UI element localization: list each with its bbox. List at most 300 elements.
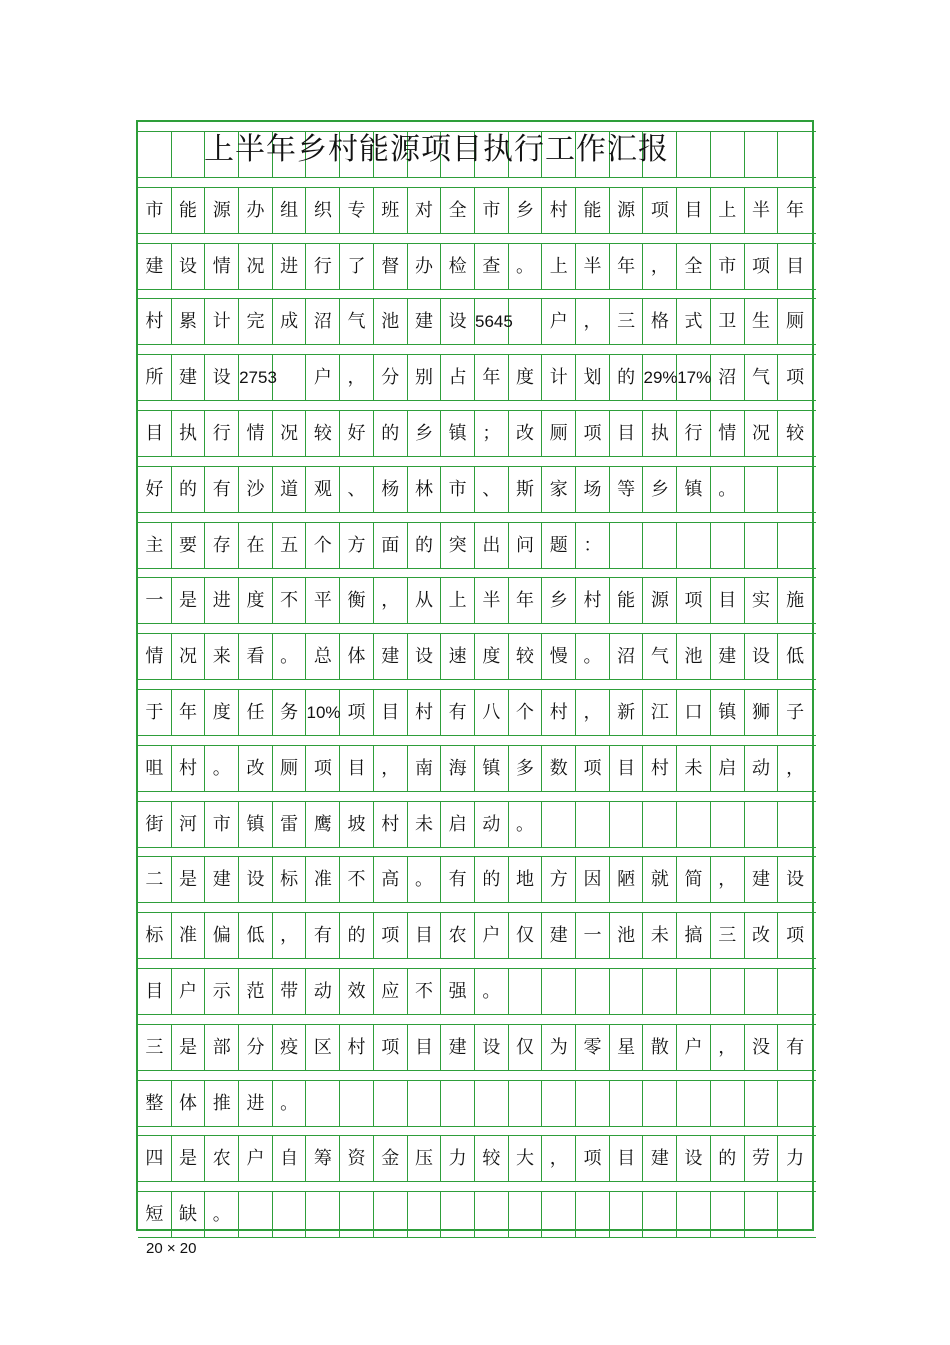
- grid-cell: ，: [711, 1025, 745, 1070]
- grid-cell: 是: [172, 857, 206, 902]
- row-spacer: [138, 959, 816, 969]
- grid-cell: 建: [542, 913, 576, 958]
- grid-cell: 体: [172, 1081, 206, 1126]
- grid-cell: 劳: [745, 1136, 779, 1181]
- grid-cell: 标: [138, 913, 172, 958]
- grid-cell: 在: [239, 523, 273, 568]
- grid-cell: 别: [408, 355, 442, 400]
- grid-cell: 农: [205, 1136, 239, 1181]
- grid-cell: 八: [475, 690, 509, 735]
- grid-cell: 为: [542, 1025, 576, 1070]
- grid-cell: 户: [239, 1136, 273, 1181]
- grid-cell: 的: [408, 523, 442, 568]
- grid-row: [138, 959, 816, 1015]
- row-spacer: [138, 1126, 816, 1136]
- grid-cell: 的: [340, 913, 374, 958]
- grid-cell: [509, 299, 543, 344]
- grid-cell: 林: [408, 467, 442, 512]
- row-spacer: [138, 736, 816, 746]
- document-title: 上半年乡村能源项目执行工作汇报: [204, 132, 669, 167]
- grid-cell: 整: [138, 1081, 172, 1126]
- grid-row: [138, 1182, 816, 1238]
- grid-cell: [778, 467, 812, 512]
- grid-row: [138, 178, 816, 234]
- grid-cell: 仅: [509, 913, 543, 958]
- row-spacer: [138, 792, 816, 802]
- grid-cell: 村: [576, 578, 610, 623]
- grid-cell: 慢: [542, 634, 576, 679]
- grid-cell: 题: [542, 523, 576, 568]
- grid-cell: 卫: [711, 299, 745, 344]
- grid-cell: [644, 802, 678, 847]
- cell-strip: [138, 802, 816, 848]
- grid-cell: [340, 1081, 374, 1126]
- grid-cell: 建: [711, 634, 745, 679]
- grid-cell: 况: [239, 244, 273, 289]
- grid-cell: 户: [307, 355, 341, 400]
- grid-cell: 启: [711, 746, 745, 791]
- grid-row: [138, 736, 816, 792]
- grid-cell: ，: [644, 244, 678, 289]
- grid-cell: [711, 1081, 745, 1126]
- grid-cell: 了: [340, 244, 374, 289]
- grid-cell: 不: [273, 578, 307, 623]
- grid-cell: [677, 1192, 711, 1237]
- grid-cell: [677, 523, 711, 568]
- grid-row: [138, 289, 816, 345]
- grid-cell: 户: [542, 299, 576, 344]
- grid-cell: [239, 1192, 273, 1237]
- grid-cell: [340, 1192, 374, 1237]
- grid-cell: 四: [138, 1136, 172, 1181]
- grid-cell: 气: [644, 634, 678, 679]
- grid-cell: 查: [475, 244, 509, 289]
- grid-cell: 村: [172, 746, 206, 791]
- grid-cell: [745, 132, 779, 177]
- grid-row: [138, 680, 816, 736]
- grid-cell: 完: [239, 299, 273, 344]
- grid-cell: 况: [273, 411, 307, 456]
- cell-strip: [138, 857, 816, 903]
- grid-row: [138, 792, 816, 848]
- grid-cell: 较: [475, 1136, 509, 1181]
- grid-cell: 建: [138, 244, 172, 289]
- grid-cell: 斯: [509, 467, 543, 512]
- grid-cell: [778, 523, 812, 568]
- grid-cell: 高: [374, 857, 408, 902]
- grid-cell: 项: [644, 188, 678, 233]
- grid-cell: 衡: [340, 578, 374, 623]
- grid-cell: 池: [677, 634, 711, 679]
- grid-cell: 设: [172, 244, 206, 289]
- grid-cell: 。: [408, 857, 442, 902]
- grid-cell: 低: [239, 913, 273, 958]
- grid-cell: 划: [576, 355, 610, 400]
- grid-cell: 上: [711, 188, 745, 233]
- grid-cell: 计: [205, 299, 239, 344]
- grid-cell: 2753: [239, 355, 273, 400]
- grid-row: [138, 457, 816, 513]
- grid-cell: 年: [610, 244, 644, 289]
- cell-strip: [138, 1081, 816, 1127]
- grid-cell: 镇: [441, 411, 475, 456]
- grid-cell: 上: [441, 578, 475, 623]
- grid-cell: 因: [576, 857, 610, 902]
- grid-cell: [644, 1192, 678, 1237]
- grid-cell: 缺: [172, 1192, 206, 1237]
- cell-strip: [138, 355, 816, 401]
- grid-cell: ，: [786, 757, 805, 779]
- grid-cell: 动: [307, 969, 341, 1014]
- grid-cell: 度: [205, 690, 239, 735]
- grid-cell: 目: [610, 746, 644, 791]
- grid-cell: 未: [408, 802, 442, 847]
- grid-cell: [273, 355, 307, 400]
- grid-cell: 建: [172, 355, 206, 400]
- grid-cell: 坡: [340, 802, 374, 847]
- grid-cell: 一: [576, 913, 610, 958]
- grid-cell: 存: [205, 523, 239, 568]
- grid-cell: 村: [340, 1025, 374, 1070]
- grid-cell: 项: [677, 578, 711, 623]
- grid-cell: 是: [172, 1136, 206, 1181]
- grid-cell: [745, 969, 779, 1014]
- row-spacer: [138, 234, 816, 244]
- grid-cell: 沼: [610, 634, 644, 679]
- grid-cell: 项: [576, 411, 610, 456]
- grid-cell: 好: [138, 467, 172, 512]
- grid-cell: 设: [441, 299, 475, 344]
- grid-cell: 能: [576, 188, 610, 233]
- grid-cell: 况: [172, 634, 206, 679]
- grid-cell: [778, 1192, 812, 1237]
- grid-cell: 目: [610, 1136, 644, 1181]
- grid-cell: 力: [441, 1136, 475, 1181]
- grid-cell: 。: [205, 1192, 239, 1237]
- grid-cell: 平: [307, 578, 341, 623]
- grid-cell: 。: [273, 1081, 307, 1126]
- grid-cell: 观: [307, 467, 341, 512]
- grid-cell: 部: [205, 1025, 239, 1070]
- grid-cell: 陋: [610, 857, 644, 902]
- grid-cell: 乡: [509, 188, 543, 233]
- grid-cell: [576, 969, 610, 1014]
- grid-cell: 三: [138, 1025, 172, 1070]
- grid-cell: 建: [644, 1136, 678, 1181]
- grid-cell: [408, 1081, 442, 1126]
- grid-cell: 情: [239, 411, 273, 456]
- grid-cell: 速: [441, 634, 475, 679]
- grid-cell: 目: [408, 913, 442, 958]
- grid-row: [138, 401, 816, 457]
- grid-cell: 未: [677, 746, 711, 791]
- grid-cell: 年: [172, 690, 206, 735]
- grid-cell: 。: [273, 634, 307, 679]
- grid-cell: 地: [509, 857, 543, 902]
- grid-cell: 力: [786, 1148, 805, 1170]
- grid-cell: 项: [307, 746, 341, 791]
- grid-cell: [711, 1192, 745, 1237]
- grid-cell: [745, 467, 779, 512]
- grid-cell: 源: [610, 188, 644, 233]
- grid-cell: 应: [374, 969, 408, 1014]
- grid-cell: 杨: [374, 467, 408, 512]
- grid-cell: 项: [745, 244, 779, 289]
- grid-row: [138, 1015, 816, 1071]
- grid-cell: 南: [408, 746, 442, 791]
- grid-cell: 村: [138, 299, 172, 344]
- cell-strip: [138, 578, 816, 624]
- grid-cell: [745, 1081, 779, 1126]
- grid-cell: 建: [205, 857, 239, 902]
- row-spacer: [138, 178, 816, 188]
- grid-cell: 星: [610, 1025, 644, 1070]
- cell-strip: [138, 299, 816, 345]
- grid-cell: [677, 802, 711, 847]
- grid-cell: 半: [576, 244, 610, 289]
- grid-cell: 成: [273, 299, 307, 344]
- grid-cell: [509, 969, 543, 1014]
- grid-cell: 建: [745, 857, 779, 902]
- grid-cell: 全: [677, 244, 711, 289]
- grid-cell: 五: [273, 523, 307, 568]
- cell-strip: [138, 746, 816, 792]
- grid-cell: 搞: [677, 913, 711, 958]
- grid-cell: 。: [576, 634, 610, 679]
- grid-cell: 任: [239, 690, 273, 735]
- grid-cell: 的: [172, 467, 206, 512]
- grid-cell: ，: [374, 746, 408, 791]
- grid-cell: [745, 1192, 779, 1237]
- grid-cell: 筹: [307, 1136, 341, 1181]
- grid-cell: 街: [138, 802, 172, 847]
- grid-cell: 零: [576, 1025, 610, 1070]
- grid-cell: 的: [610, 355, 644, 400]
- grid-cell: 办: [239, 188, 273, 233]
- cell-strip: [138, 244, 816, 290]
- grid-row: [138, 1071, 816, 1127]
- grid-cell: 从: [408, 578, 442, 623]
- grid-cell: 范: [239, 969, 273, 1014]
- grid-cell: 气: [745, 355, 779, 400]
- grid-cell: 情: [711, 411, 745, 456]
- grid-cell: 市: [205, 802, 239, 847]
- grid-cell: 强: [441, 969, 475, 1014]
- grid-cell: 年: [786, 199, 805, 221]
- grid-cell: 有: [205, 467, 239, 512]
- grid-cell: [408, 1192, 442, 1237]
- grid-row: [138, 345, 816, 401]
- grid-cell: [778, 969, 812, 1014]
- cell-strip: [138, 188, 816, 234]
- grid-cell: 市: [475, 188, 509, 233]
- grid-cell: [307, 1192, 341, 1237]
- grid-cell: 分: [374, 355, 408, 400]
- grid-cell: 狮: [745, 690, 779, 735]
- cell-strip: [138, 411, 816, 457]
- grid-cell: 改: [239, 746, 273, 791]
- grid-cell: 户: [475, 913, 509, 958]
- grid-cell: 沼: [307, 299, 341, 344]
- grid-cell: 的: [711, 1136, 745, 1181]
- grid-cell: 目: [340, 746, 374, 791]
- grid-cell: 沼: [711, 355, 745, 400]
- grid-cell: 出: [475, 523, 509, 568]
- grid-cell: [307, 1081, 341, 1126]
- grid-cell: [273, 1192, 307, 1237]
- grid-row: [138, 568, 816, 624]
- grid-cell: 组: [273, 188, 307, 233]
- grid-cell: ，: [374, 578, 408, 623]
- cell-strip: [138, 634, 816, 680]
- grid-cell: 示: [205, 969, 239, 1014]
- grid-cell: [711, 523, 745, 568]
- grid-cell: 目: [408, 1025, 442, 1070]
- grid-cell: 建: [441, 1025, 475, 1070]
- grid-cell: 准: [172, 913, 206, 958]
- grid-cell: 进: [205, 578, 239, 623]
- grid-cell: [441, 1081, 475, 1126]
- grid-cell: 较: [307, 411, 341, 456]
- grid-cell: 金: [374, 1136, 408, 1181]
- grid-cell: 设: [205, 355, 239, 400]
- grid-cell: 效: [340, 969, 374, 1014]
- grid-cell: 看: [239, 634, 273, 679]
- grid-cell: 个: [307, 523, 341, 568]
- grid-cell: 设: [786, 869, 805, 891]
- grid-cell: 好: [340, 411, 374, 456]
- grid-cell: 海: [441, 746, 475, 791]
- grid-cell: 。: [711, 467, 745, 512]
- row-spacer: [138, 401, 816, 411]
- grid-cell: ，: [576, 690, 610, 735]
- grid-cell: [677, 1081, 711, 1126]
- grid-cell: 、: [475, 467, 509, 512]
- row-spacer: [138, 345, 816, 355]
- grid-cell: 计: [542, 355, 576, 400]
- grid-cell: [576, 802, 610, 847]
- grid-cell: 务: [273, 690, 307, 735]
- grid-cell: 未: [644, 913, 678, 958]
- grid-cell: 目: [138, 411, 172, 456]
- row-spacer: [138, 847, 816, 857]
- grid-cell: [138, 132, 172, 177]
- cell-strip: [138, 523, 816, 569]
- grid-cell: 面: [374, 523, 408, 568]
- grid-cell: 占: [441, 355, 475, 400]
- grid-cell: 织: [307, 188, 341, 233]
- grid-cell: [778, 802, 812, 847]
- grid-cell: 年: [509, 578, 543, 623]
- grid-cell: 鹰: [307, 802, 341, 847]
- grid-cell: ；: [475, 411, 509, 456]
- grid-cell: [509, 1192, 543, 1237]
- grid-cell: 能: [610, 578, 644, 623]
- grid-cell: 源: [205, 188, 239, 233]
- row-spacer: [138, 903, 816, 913]
- grid-cell: [745, 523, 779, 568]
- grid-cell: 目: [786, 255, 805, 277]
- grid-cell: [441, 1192, 475, 1237]
- grid-cell: 有: [441, 690, 475, 735]
- grid-cell: 咀: [138, 746, 172, 791]
- grid-cell: 方: [340, 523, 374, 568]
- grid-cell: [745, 802, 779, 847]
- cell-strip: [138, 690, 816, 736]
- grid-cell: 半: [745, 188, 779, 233]
- grid-cell: 设: [408, 634, 442, 679]
- grid-cell: 况: [745, 411, 779, 456]
- grid-cell: 带: [273, 969, 307, 1014]
- grid-cell: 是: [172, 1025, 206, 1070]
- row-spacer: [138, 513, 816, 523]
- grid-cell: 乡: [408, 411, 442, 456]
- grid-cell: 来: [205, 634, 239, 679]
- grid-cell: 目: [711, 578, 745, 623]
- grid-cell: [711, 969, 745, 1014]
- grid-cell: 标: [273, 857, 307, 902]
- grid-cell: 镇: [239, 802, 273, 847]
- row-spacer: [138, 1015, 816, 1025]
- grid-cell: 执: [644, 411, 678, 456]
- cell-strip: [138, 969, 816, 1015]
- grid-cell: 。: [475, 969, 509, 1014]
- grid-cell: [677, 132, 711, 177]
- grid-cell: 设: [677, 1136, 711, 1181]
- grid-cell: [475, 1081, 509, 1126]
- row-spacer: [138, 568, 816, 578]
- grid-cell: 10%: [307, 690, 341, 735]
- grid-cell: [610, 969, 644, 1014]
- grid-cell: 督: [374, 244, 408, 289]
- grid-cell: 资: [340, 1136, 374, 1181]
- grid-cell: 度: [475, 634, 509, 679]
- grid-cell: 低: [786, 646, 805, 668]
- grid-cell: [576, 1192, 610, 1237]
- grid-row: [138, 624, 816, 680]
- grid-cell: 动: [745, 746, 779, 791]
- cell-strip: [138, 1025, 816, 1071]
- grid-cell: 市: [138, 188, 172, 233]
- grid-cell: 场: [576, 467, 610, 512]
- grid-cell: 雷: [273, 802, 307, 847]
- grid-cell: 厕: [786, 311, 805, 333]
- grid-cell: 短: [138, 1192, 172, 1237]
- grid-cell: 17%: [677, 355, 711, 400]
- grid-cell: [172, 132, 206, 177]
- grid-cell: 实: [745, 578, 779, 623]
- grid-row: [138, 847, 816, 903]
- grid-cell: 建: [374, 634, 408, 679]
- grid-cell: 池: [610, 913, 644, 958]
- grid-cell: 池: [374, 299, 408, 344]
- grid-size-label: 20 × 20: [146, 1240, 197, 1257]
- grid-cell: [542, 1081, 576, 1126]
- grid-cell: 就: [644, 857, 678, 902]
- grid-cell: 市: [441, 467, 475, 512]
- grid-cell: 格: [644, 299, 678, 344]
- grid-cell: 河: [172, 802, 206, 847]
- grid-cell: 设: [745, 634, 779, 679]
- grid-cell: 村: [542, 690, 576, 735]
- grid-cell: [677, 969, 711, 1014]
- grid-cell: 推: [205, 1081, 239, 1126]
- grid-cell: [610, 523, 644, 568]
- grid-cell: 的: [374, 411, 408, 456]
- grid-cell: 、: [340, 467, 374, 512]
- grid-cell: [509, 1081, 543, 1126]
- grid-cell: 简: [677, 857, 711, 902]
